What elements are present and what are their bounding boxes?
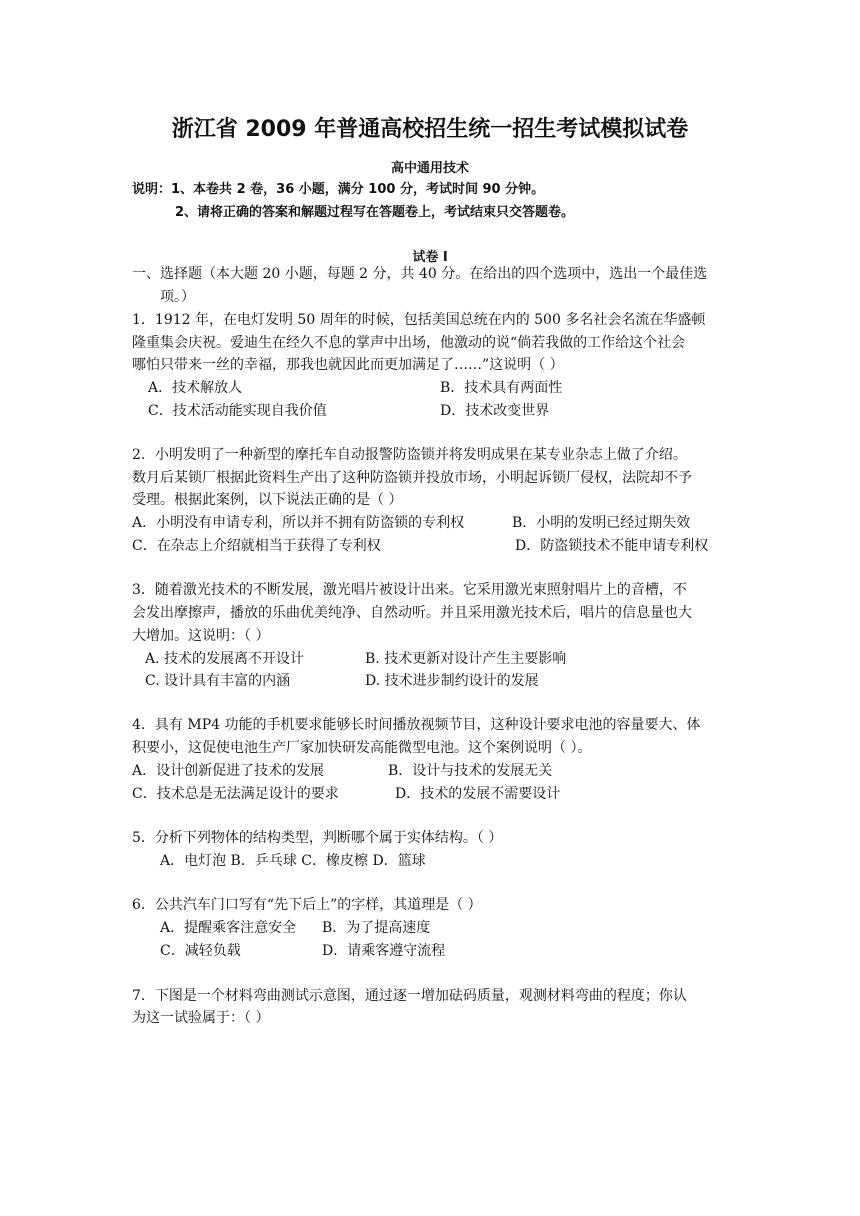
question-2-option-d: D．防盗锁技术不能申请专利权 [515,538,709,554]
instructions-line-1: 说明：1、本卷共 2 卷，36 小题，满分 100 分，考试时间 90 分钟。 [132,182,545,197]
question-2-option-a: A．小明没有申请专利，所以并不拥有防盗锁的专利权 [132,515,465,531]
question-1-line-2: 隆重集会庆祝。爱迪生在经久不息的掌声中出场，他激动的说“倘若我做的工作给这个社会 [132,335,686,351]
question-2-option-c: C．在杂志上介绍就相当于获得了专利权 [132,538,381,554]
question-1-option-b: B．技术具有两面性 [440,380,563,396]
question-2-line-1: 2．小明发明了一种新型的摩托车自动报警防盗锁并将发明成果在某专业杂志上做了介绍。 [132,447,687,463]
question-3-option-b: B. 技术更新对设计产生主要影响 [365,651,567,667]
section-title: 试卷 I [412,250,448,265]
question-6-line-1: 6．公共汽车门口写有“先下后上”的字样，其道理是（ ） [132,897,482,913]
question-6-option-a: A．提醒乘客注意安全 [160,920,297,936]
question-4-option-d: D．技术的发展不需要设计 [395,786,561,802]
question-7-line-1: 7．下图是一个材料弯曲测试示意图，通过逐一增加砝码质量，观测材料弯曲的程度；你认 [132,988,687,1004]
question-2-line-3: 受理。根据此案例，以下说法正确的是（ ） [132,492,403,508]
question-2-line-2: 数月后某锁厂根据此资料生产出了这种防盗锁并投放市场，小明起诉锁厂侵权，法院却不予 [132,470,692,486]
question-1-option-d: D．技术改变世界 [440,403,550,419]
question-4-line-1: 4．具有 MP4 功能的手机要求能够长时间播放视频节目，这种设计要求电池的容量要大、体 [132,717,701,733]
question-6-option-c: C．减轻负载 [160,943,241,959]
question-5-options: A．电灯泡 B．乒乓球 C．橡皮檫 D．篮球 [160,853,426,869]
question-2-option-b: B．小明的发明已经过期失效 [512,515,691,531]
question-5-line-1: 5．分析下列物体的结构类型，判断哪个属于实体结构。（ ） [132,830,503,846]
question-1-line-1: 1．1912 年，在电灯发明 50 周年的时候，包括美国总统在内的 500 多名社会名流在华盛顿 [132,312,706,328]
subject-subtitle: 高中通用技术 [390,161,469,176]
question-1-option-c: C．技术活动能实现自我价值 [148,403,327,419]
question-4-option-b: B．设计与技术的发展无关 [388,763,553,779]
section-intro-line-2: 项。） [160,289,195,305]
question-4-line-2: 积要小，这促使电池生产厂家加快研发高能微型电池。这个案例说明（ ）。 [132,740,592,756]
question-7-line-2: 为这一试验属于：（ ） [132,1010,270,1026]
question-3-line-3: 大增加。这说明：（ ） [132,628,270,644]
page-title: 浙江省 2009 年普通高校招生统一招生考试模拟试卷 [171,117,689,142]
question-6-option-d: D．请乘客遵守流程 [322,943,446,959]
question-3-line-1: 3．随着激光技术的不断发展，激光唱片被设计出来。它采用激光束照射唱片上的音槽，不 [132,582,687,598]
instructions-line-2: 2、请将正确的答案和解题过程写在答题卷上，考试结束只交答题卷。 [175,205,575,220]
question-3-option-d: D. 技术进步制约设计的发展 [365,673,539,689]
question-4-option-a: A．设计创新促进了技术的发展 [132,763,325,779]
section-intro-line-1: 一、选择题（本大题 20 小题，每题 2 分，共 40 分。在给出的四个选项中，选出一个最佳选 [132,266,708,282]
question-3-option-c: C. 设计具有丰富的内涵 [145,673,291,689]
question-3-line-2: 会发出摩擦声，播放的乐曲优美纯净、自然动听。并且采用激光技术后，唱片的信息量也大 [132,605,692,621]
question-6-option-b: B．为了提高速度 [322,920,431,936]
question-3-option-a: A. 技术的发展离不开设计 [145,651,305,667]
question-1-line-3: 哪怕只带来一丝的幸福，那我也就因此而更加满足了……”这说明（ ） [132,357,564,373]
question-1-option-a: A．技术解放人 [148,380,243,396]
question-4-option-c: C．技术总是无法满足设计的要求 [132,786,339,802]
